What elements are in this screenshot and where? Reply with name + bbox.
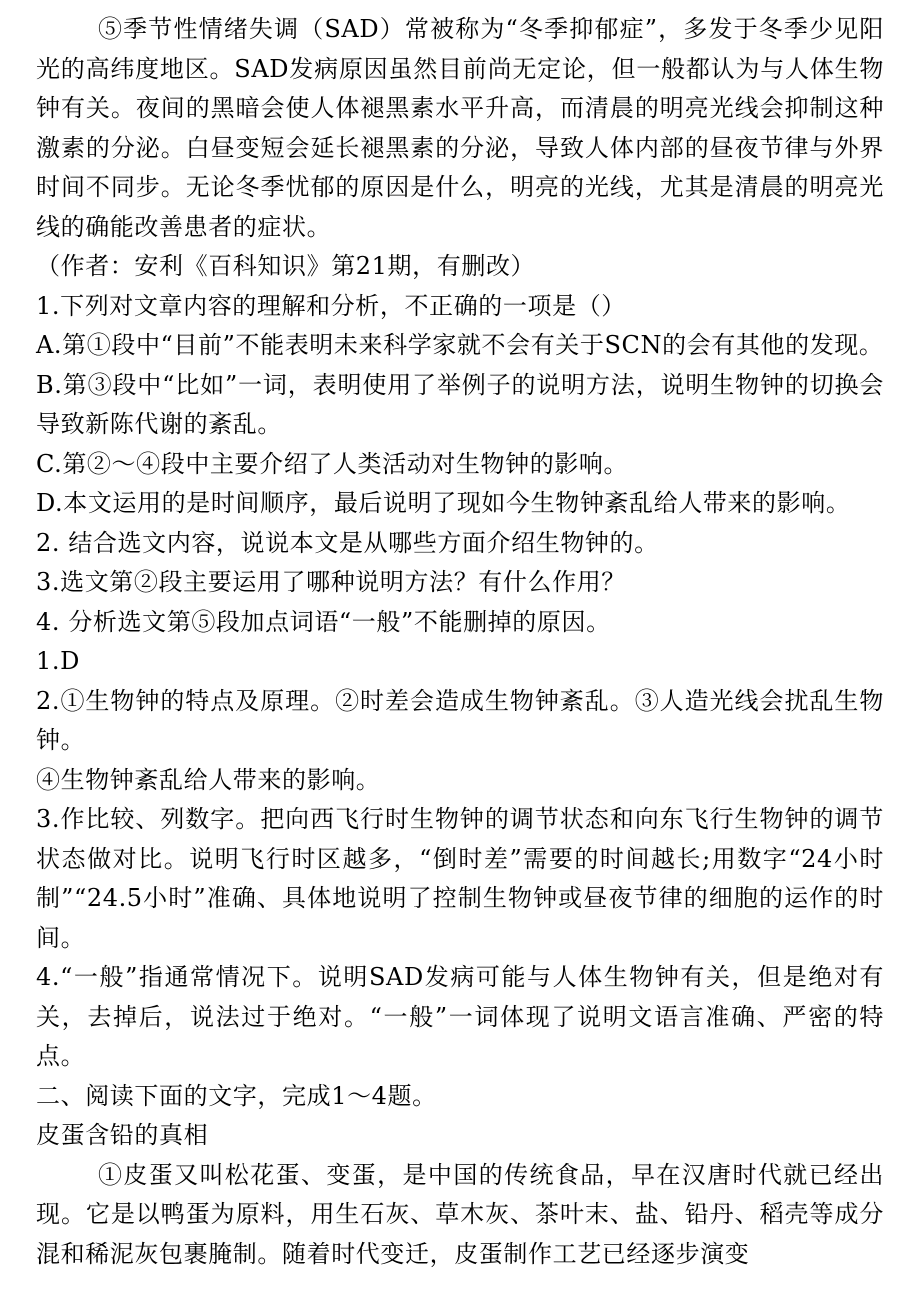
question-1: 1.下列对文章内容的理解和分析，不正确的一项是（）	[36, 291, 626, 320]
question-3: 3.选文第②段主要运用了哪种说明方法？有什么作用？	[36, 568, 626, 596]
section-heading: 二、阅读下面的文字，完成1～4题。	[36, 1081, 437, 1110]
question-1-option-c: C.第②～④段中主要介绍了人类活动对生物钟的影响。	[36, 449, 629, 478]
answer-1: 1.D	[36, 647, 80, 675]
question-2: 2. 结合选文内容，说说本文是从哪些方面介绍生物钟的。	[36, 528, 659, 557]
question-4: 4. 分析选文第⑤段加点词语“一般”不能删掉的原因。	[36, 607, 611, 636]
answer-4: 4.“一般”指通常情况下。说明SAD发病可能与人体生物钟有关，但是绝对有关，去掉后，说法过于绝对。“一般”一词体现了说明文语言准确、严密的特点。	[36, 963, 884, 1070]
question-1-option-b: B.第③段中“比如”一词，表明使用了举例子的说明方法，说明生物钟的切换会导致新陈代谢的紊乱。	[36, 370, 884, 438]
answer-2: 2.①生物钟的特点及原理。②时差会造成生物钟紊乱。③人造光线会扰乱生物钟。	[36, 686, 884, 754]
answer-3: 3.作比较、列数字。把向西飞行时生物钟的调节状态和向东飞行生物钟的调节状态做对比。说明飞行时区越多，“倒时差”需要的时间越长;用数字“24小时制”“24.5小时”准确、具体地说明了控制生物钟或昼夜节律的细胞的运作的时间。	[36, 805, 884, 952]
article-title: 皮蛋含铅的真相	[36, 1121, 209, 1149]
source-citation: （作者：安利《百科知识》第21期，有删改）	[36, 252, 536, 280]
paragraph-5: ⑤季节性情绪失调（SAD）常被称为“冬季抑郁症”，多发于冬季少见阳光的高纬度地区。SAD发病原因虽然目前尚无定论，但一般都认为与人体生物钟有关。夜间的黑暗会使人体褪黑素水平升高，而清晨的明亮光线会抑制这种激素的分泌。白昼变短会延长褪黑素的分泌，导致人体内部的昼夜节律与外界时间不同步。无论冬季忧郁的原因是什么，明亮的光线，尤其是清晨的明亮光线的确能改善患者的症状。	[36, 15, 884, 241]
question-1-option-d: D.本文运用的是时间顺序，最后说明了现如今生物钟紊乱给人带来的影响。	[36, 489, 851, 517]
paragraph-1: ①皮蛋又叫松花蛋、变蛋，是中国的传统食品，早在汉唐时代就已经出现。它是以鸭蛋为原料，用生石灰、草木灰、茶叶末、盐、铅丹、稻壳等成分混和稀泥灰包裹腌制。随着时代变迁，皮蛋制作工艺已经逐步演变	[36, 1160, 884, 1268]
answer-2-continued: ④生物钟紊乱给人带来的影响。	[36, 765, 381, 794]
question-1-option-a: A.第①段中“目前”不能表明未来科学家就不会有关于SCN的会有其他的发现。	[36, 331, 884, 359]
